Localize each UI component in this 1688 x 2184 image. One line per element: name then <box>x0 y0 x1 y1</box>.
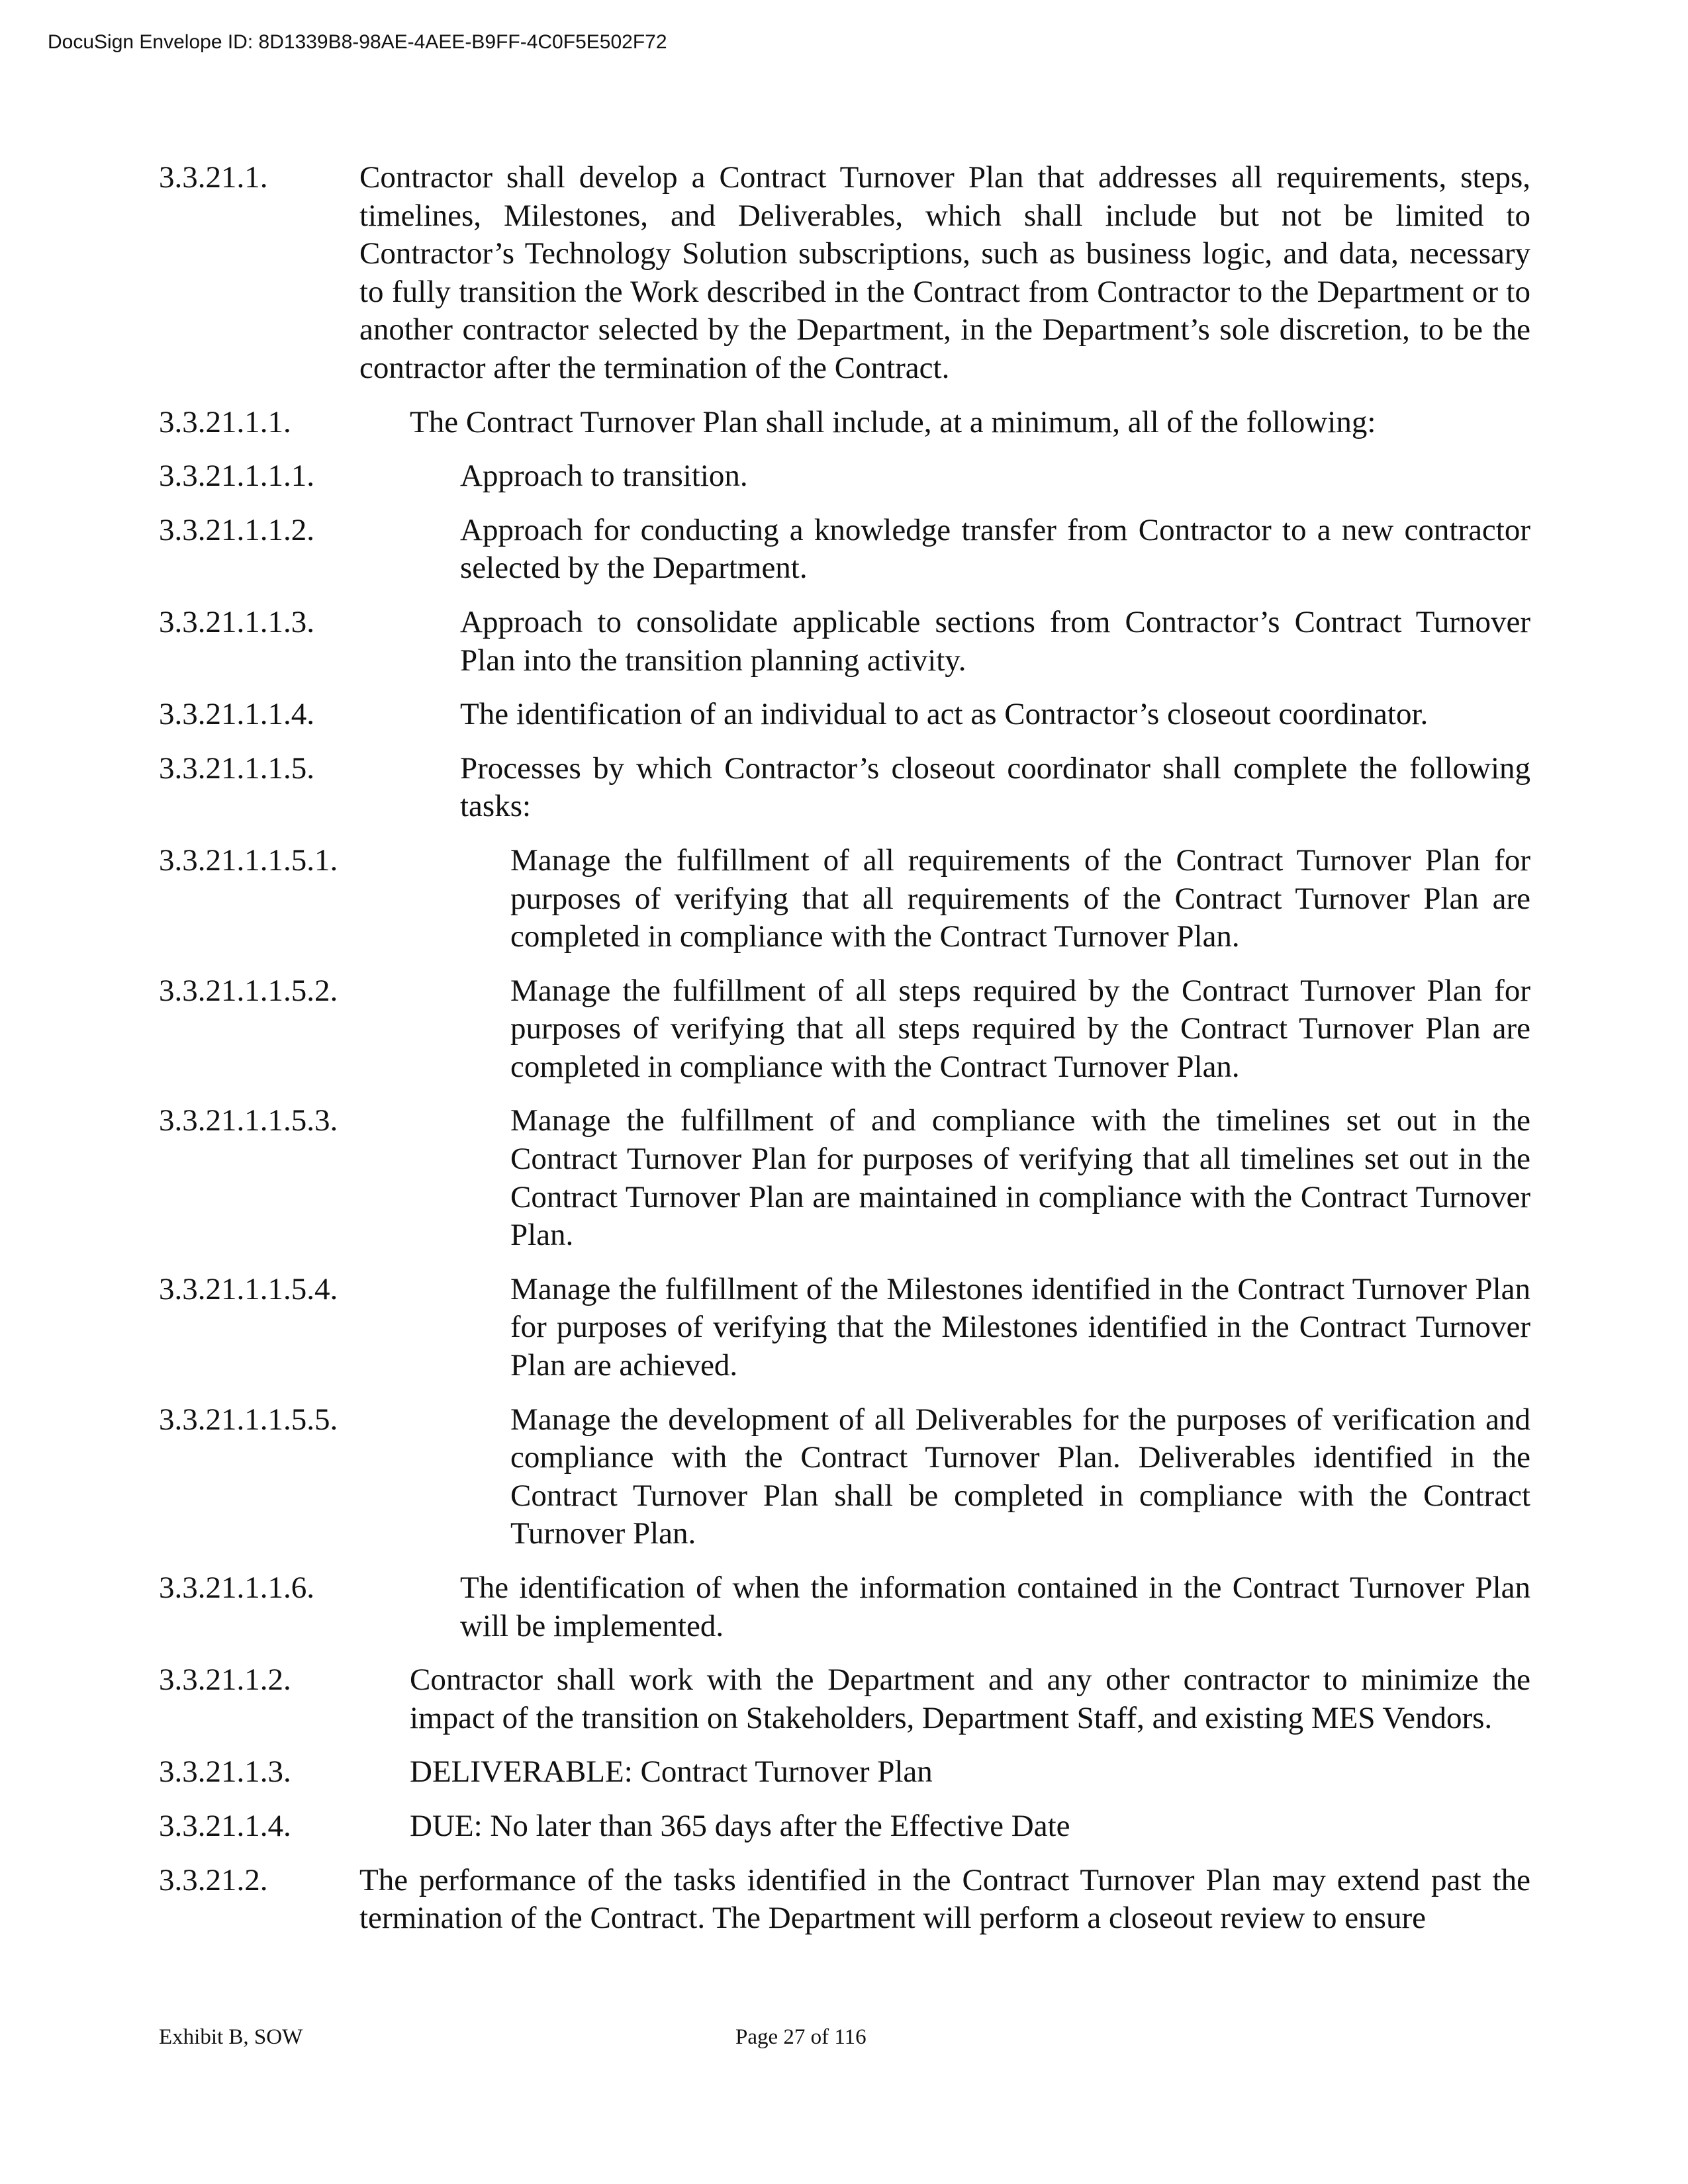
section-text: Approach for conducting a knowledge transfer from Contractor to a new contractor selected by the Department. <box>460 512 1530 586</box>
footer-page-number: Page 27 of 116 <box>735 2025 867 2049</box>
section-number: 3.3.21.1.1.1. <box>159 459 314 494</box>
section-text: DELIVERABLE: Contract Turnover Plan <box>410 1754 933 1790</box>
section-number: 3.3.21.1.1.5.3. <box>159 1103 338 1138</box>
section-3-3-21-1-1-4 <box>159 696 1530 734</box>
section-3-3-21-1-4 <box>159 1807 1530 1846</box>
section-text: Manage the development of all Deliverables for the purposes of verification and compliance with the Contract Turnover Plan. Deliverables identified in the Contract Turnover Plan shall be completed in compliance with the Contract Turnover Plan. <box>510 1402 1530 1551</box>
section-3-3-21-1-1-3 <box>159 604 1530 680</box>
section-number: 3.3.21.1.1.6. <box>159 1570 314 1605</box>
section-number: 3.3.21.1.1.5.5. <box>159 1402 338 1437</box>
section-number: 3.3.21.1. <box>159 160 268 195</box>
section-3-3-21-1-1-5-2 <box>159 972 1530 1087</box>
section-number: 3.3.21.1.1.3. <box>159 604 314 639</box>
section-number: 3.3.21.1.3. <box>159 1754 291 1790</box>
section-text: Manage the fulfillment of all steps required by the Contract Turnover Plan for purposes of verifying that all steps required by the Contract Turnover Plan are completed in compliance with the Contract Turnover Plan. <box>510 973 1530 1084</box>
section-number: 3.3.21.1.1.5.4. <box>159 1271 338 1306</box>
section-text: Manage the fulfillment of and compliance with the timelines set out in the Contract Turnover Plan for purposes of verifying that all timelines set out in the Contract Turnover Plan are maintained in compliance with the Contract Turnover Plan. <box>510 1103 1530 1253</box>
section-number: 3.3.21.1.1. <box>159 404 291 439</box>
section-text: The identification of when the information contained in the Contract Turnover Plan will be implemented. <box>460 1570 1530 1643</box>
section-number: 3.3.21.1.1.5.2. <box>159 973 338 1008</box>
section-text: The Contract Turnover Plan shall include, at a minimum, all of the following: <box>410 404 1376 439</box>
section-3-3-21-1-1-5 <box>159 750 1530 826</box>
section-number: 3.3.21.1.4. <box>159 1808 291 1843</box>
section-text: Processes by which Contractor’s closeout coordinator shall complete the following tasks: <box>460 751 1530 824</box>
section-3-3-21-1-1-6 <box>159 1569 1530 1645</box>
section-text: Approach to transition. <box>460 459 748 494</box>
section-text: Manage the fulfillment of the Milestones identified in the Contract Turnover Plan for purposes of verifying that the Milestones identified in the Contract Turnover Plan are achieved. <box>510 1271 1530 1383</box>
section-3-3-21-1-1-2 <box>159 512 1530 588</box>
section-text: Manage the fulfillment of all requirements of the Contract Turnover Plan for purposes of verifying that all requirements of the Contract Turnover Plan are completed in compliance with the Contract Turnover Plan. <box>510 842 1530 954</box>
footer-document-name: Exhibit B, SOW <box>159 2025 303 2049</box>
section-text: Contractor shall develop a Contract Turnover Plan that addresses all requirements, steps, timelines, Milestones, and Deliverables, which shall include but not be limited to Contractor’s Technology Solution subscriptions, such as business logic, and data, necessary to fully transition the Work described in the Contract from Contractor to the Department or to another contractor selected by the Department, in the Department’s sole discretion, to be the contractor after the termination of the Contract. <box>359 160 1530 385</box>
docusign-envelope-id: DocuSign Envelope ID: 8D1339B8-98AE-4AEE-B9FF-4C0F5E502F72 <box>48 31 667 53</box>
section-3-3-21-1-3 <box>159 1753 1530 1792</box>
section-3-3-21-1-1-5-3 <box>159 1102 1530 1254</box>
section-3-3-21-1-1-5-5 <box>159 1401 1530 1553</box>
section-3-3-21-1-1-5-4 <box>159 1271 1530 1385</box>
section-text: DUE: No later than 365 days after the Effective Date <box>410 1808 1070 1843</box>
section-text: Contractor shall work with the Department and any other contractor to minimize the impact of the transition on Stakeholders, Department Staff, and existing MES Vendors. <box>410 1662 1530 1735</box>
section-3-3-21-2 <box>159 1862 1530 1938</box>
section-3-3-21-1 <box>159 159 1530 388</box>
section-text: The identification of an individual to act as Contractor’s closeout coordinator. <box>460 697 1429 732</box>
section-number: 3.3.21.2. <box>159 1862 268 1897</box>
section-3-3-21-1-1 <box>159 404 1530 442</box>
section-text: Approach to consolidate applicable sections from Contractor’s Contract Turnover Plan into the transition planning activity. <box>460 604 1530 678</box>
section-number: 3.3.21.1.1.2. <box>159 512 314 547</box>
section-text: The performance of the tasks identified in the Contract Turnover Plan may extend past the termination of the Contract. The Department will perform a closeout review to ensure <box>359 1862 1530 1936</box>
section-3-3-21-1-2 <box>159 1661 1530 1737</box>
section-3-3-21-1-1-5-1 <box>159 842 1530 956</box>
section-number: 3.3.21.1.2. <box>159 1662 291 1698</box>
document-body <box>159 159 1530 1954</box>
section-number: 3.3.21.1.1.4. <box>159 697 314 732</box>
section-number: 3.3.21.1.1.5. <box>159 751 314 786</box>
section-3-3-21-1-1-1 <box>159 457 1530 496</box>
section-number: 3.3.21.1.1.5.1. <box>159 842 338 878</box>
